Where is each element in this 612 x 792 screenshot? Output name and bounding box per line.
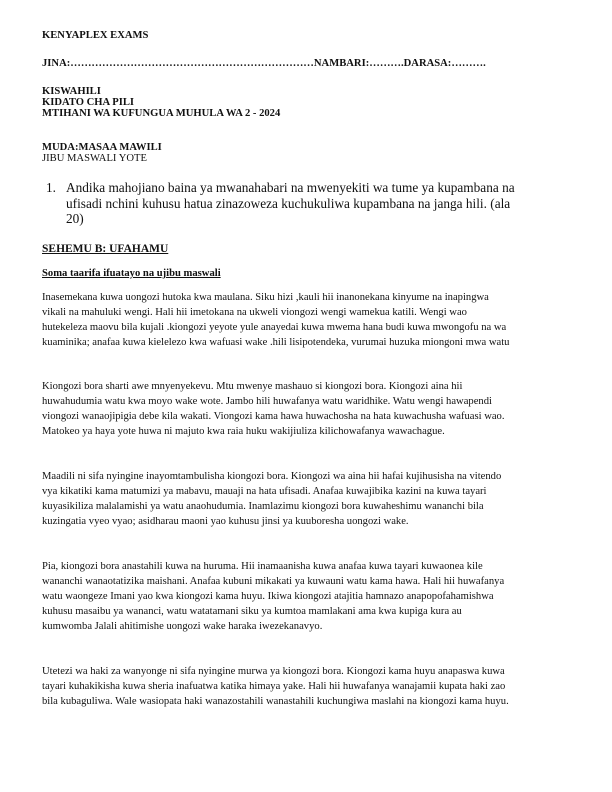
paragraph-line: tayari kuhakikisha kuwa sheria inafuatwa katika himaya yake. Hali hii huwafanya wanajamii kupata haki zao (42, 681, 506, 692)
duration-label: MUDA:MASAA MAWILI (42, 142, 162, 153)
exam-title: MTIHANI WA KUFUNGUA MUHULA WA 2 - 2024 (42, 108, 281, 119)
question-line: ufisadi nchini kuhusu hatua zinazoweza kuchukuliwa kupambana na janga hili. (ala (66, 195, 511, 211)
paragraph-line: Matokeo ya haya yote huwa ni majuto kwa raia huku wakijiuliza kilichowafanya wawachague. (42, 426, 445, 437)
paragraph-line: vya kikatiki kama matumizi ya mabavu, mauaji na hata ufisadi. Anafaa kuwajibika kazini na kuwa tayari (42, 486, 487, 497)
passage-paragraph-5 (42, 664, 582, 709)
paragraph-line: Kiongozi bora sharti awe mnyenyekevu. Mtu mwenye mashauo si kiongozi bora. Kiongozi aina hii (42, 381, 463, 392)
paragraph-line: kuaminika; anafaa kuwa kielelezo kwa wafuasi wake .hili lisipotendeka, vurumai huzuka miongoni mwa watu (42, 337, 510, 348)
passage-paragraph-3 (42, 469, 582, 529)
paragraph-line: Inasemekana kuwa uongozi hutoka kwa maulana. Siku hizi ,kauli hii inanonekana kinyume na inapingwa (42, 292, 489, 303)
paragraph-line: kumwomba Jalali ahitimishe uongozi wake haraka iwezekanavyo. (42, 621, 323, 632)
paragraph-line: huwahudumia watu kwa moyo wake wote. Jambo hili huwafanya watu waridhike. Watu wengi hawapendi (42, 396, 492, 407)
passage-paragraph-1 (42, 290, 582, 350)
question-1 (46, 180, 566, 227)
paragraph-line: wananchi wanaotatizika maishani. Anafaa kubuni mikakati ya kuwauni watu kama hawa. Hali hii huwafanya (42, 576, 505, 587)
question-number: 1. (46, 180, 56, 195)
class-title: KIDATO CHA PILI (42, 97, 135, 108)
section-b-instruction: Soma taarifa ifuatayo na ujibu maswali (42, 268, 221, 279)
paragraph-line: Utetezi wa haki za wanyonge ni sifa nyingine murwa ya kiongozi bora. Kiongozi kama huyu anapaswa kuwa (42, 666, 505, 677)
paragraph-line: kuhusu masaibu ya wananci, watu watatamani siku ya kumtoa mamlakani ama kwa kupiga kura au (42, 606, 462, 617)
paragraph-line: Pia, kiongozi bora anastahili kuwa na huruma. Hii inamaanisha kuwa anafaa kuwa tayari kuwaonea kile (42, 561, 483, 572)
paragraph-line: hutekeleza maovu bila kujali .kiongozi yeyote yule anayedai kuwa mwema hana budi kuwa mwongofu na wa (42, 322, 507, 333)
student-details-line: JINA:……………………………………………………………NAMBARI:……….DARASA:………. (42, 58, 486, 69)
paragraph-line: kuzingatia vyeo vyao; asidharau maoni yao kuhusu jinsi ya kuuboresha uongozi wake. (42, 516, 409, 527)
instruction-label: JIBU MASWALI YOTE (42, 153, 147, 164)
question-line: Andika mahojiano baina ya mwanahabari na mwenyekiti wa tume ya kupambana na (66, 180, 515, 195)
org-title: KENYAPLEX EXAMS (42, 30, 149, 41)
paragraph-line: Maadili ni sifa nyingine inayomtambulisha kiongozi bora. Kiongozi wa aina hii hafai kujihusisha na vitendo (42, 471, 502, 482)
subject-title: KISWAHILI (42, 86, 101, 97)
paragraph-line: bila kubaguliwa. Wale wasiopata haki wanazostahili wanastahili kuchungiwa maslahi na kiongozi kama huyu. (42, 696, 509, 707)
paragraph-line: watu waongeze Imani yao kwa kiongozi kama huyu. Ikiwa kiongozi atajitia hamnazo anapopofahamishwa (42, 591, 494, 602)
paragraph-line: vikali na mahuluki wengi. Hali hii imetokana na ukweli viongozi wengi wamekua katili. Wengi wao (42, 307, 467, 318)
passage-paragraph-4 (42, 559, 582, 634)
passage-paragraph-2 (42, 379, 582, 439)
paragraph-line: viongozi wanaojipigia debe kila wakati. Viongozi kama hawa huwachosha na hata kuwachusha wafuasi wao. (42, 411, 505, 422)
paragraph-line: kuyasikiliza malalamishi ya watu anaohudumia. Inamlazimu kiongozi bora kuwaheshimu wananchi bila (42, 501, 484, 512)
section-b-title: SEHEMU B: UFAHAMU (42, 243, 169, 255)
question-line: 20) (66, 211, 84, 227)
